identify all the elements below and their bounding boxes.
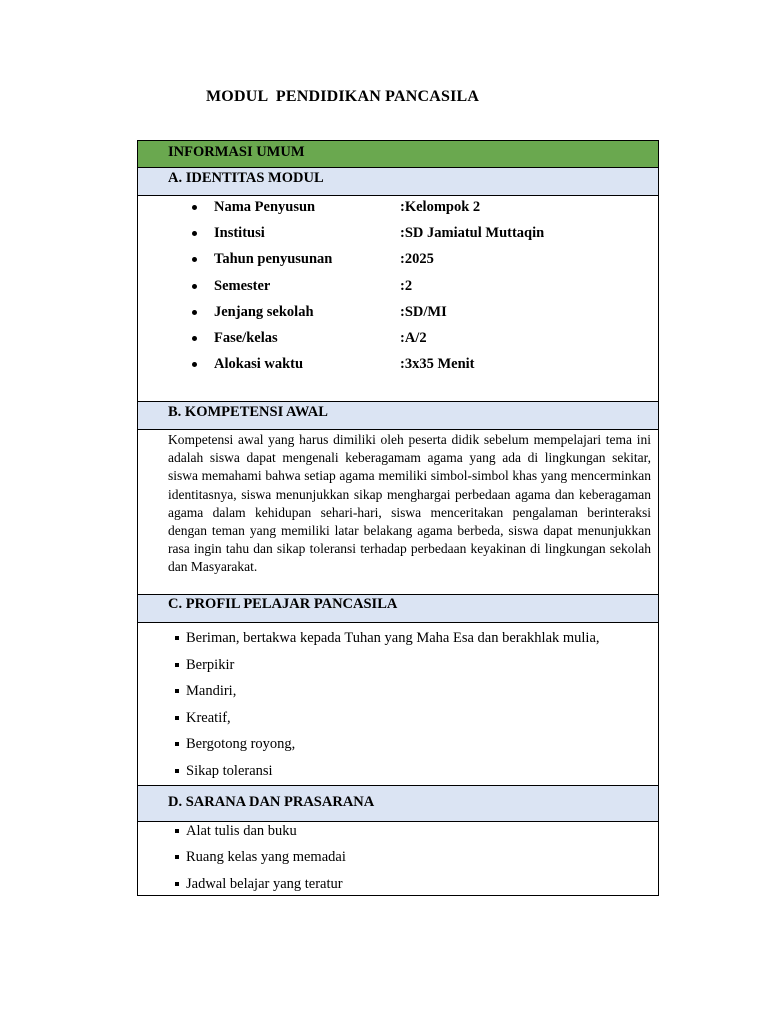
identitas-value: :2 [400, 277, 413, 294]
identitas-list-container [138, 196, 658, 402]
identitas-value: :2025 [400, 251, 434, 268]
profil-item [138, 656, 658, 683]
identitas-label: Jenjang sekolah [214, 303, 314, 320]
sarana-item-text: Ruang kelas yang memadai [186, 849, 346, 866]
identitas-item [138, 250, 658, 276]
section-header-profil: C. PROFIL PELAJAR PANCASILA [138, 595, 658, 623]
square-bullet-icon [175, 636, 179, 640]
identitas-item [138, 277, 658, 303]
bullet-dot-icon [192, 336, 197, 341]
sarana-list-container [138, 822, 658, 895]
identitas-item [138, 303, 658, 329]
identitas-item [138, 329, 658, 355]
profil-item [138, 762, 658, 789]
profil-item [138, 709, 658, 736]
bullet-dot-icon [192, 257, 197, 262]
identitas-value: :SD Jamiatul Muttaqin [400, 225, 545, 242]
square-bullet-icon [175, 742, 179, 746]
bullet-dot-icon [192, 205, 197, 210]
profil-item-text: Sikap toleransi [186, 762, 273, 779]
kompetensi-paragraph: Kompetensi awal yang harus dimiliki oleh peserta didik sebelum mempelajari tema ini adalah siswa dapat mengenali keberagamam agama yang ada di lingkungan sekitar, siswa memahami bahwa setiap agama memiliki simbol-simbol khas yang mencerminkan identitasnya, siswa menunjukkan sikap menghargai perbedaan agama dan keberagaman agama dalam kehidupan sehari-hari, siswa menceritakan pengalaman berinteraksi dengan teman yang memiliki latar belakang agama berbeda, siswa dapat menunjukkan rasa ingin tahu dan sikap toleransi terhadap perbedaan keyakinan di lingkungan sekolah dan Masyarakat. [138, 430, 658, 595]
square-bullet-icon [175, 855, 179, 859]
bullet-dot-icon [192, 284, 197, 289]
bullet-dot-icon [192, 310, 197, 315]
identitas-label: Nama Penyusun [214, 199, 316, 215]
section-header-kompetensi: B. KOMPETENSI AWAL [138, 402, 658, 430]
identitas-value: :A/2 [400, 329, 427, 346]
identitas-value: :Kelompok 2 [400, 199, 481, 215]
identitas-item [138, 198, 658, 224]
sarana-item [138, 875, 658, 901]
profil-list-container [138, 623, 658, 786]
identitas-label: Semester [214, 277, 271, 294]
section-header-informasi-umum: INFORMASI UMUM [138, 141, 658, 168]
sarana-item-text: Alat tulis dan buku [186, 823, 297, 839]
identitas-label: Fase/kelas [214, 329, 278, 346]
sarana-item [138, 848, 658, 874]
sarana-item [138, 822, 658, 848]
profil-item-text: Berpikir [186, 656, 235, 673]
document-title: MODUL PENDIDIKAN PANCASILA [206, 88, 480, 105]
square-bullet-icon [175, 716, 179, 720]
section-header-identitas: A. IDENTITAS MODUL [138, 168, 658, 196]
sarana-item-text: Jadwal belajar yang teratur [186, 875, 343, 892]
square-bullet-icon [175, 689, 179, 693]
identitas-label: Institusi [214, 225, 265, 242]
square-bullet-icon [175, 663, 179, 667]
identitas-value: :3x35 Menit [400, 356, 475, 373]
profil-item-text: Kreatif, [186, 709, 231, 726]
identitas-item [138, 355, 658, 381]
profil-item [138, 629, 658, 656]
module-table [137, 140, 659, 896]
identitas-label: Tahun penyusunan [214, 251, 333, 268]
identitas-item [138, 224, 658, 250]
profil-item [138, 682, 658, 709]
section-header-sarana: D. SARANA DAN PRASARANA [138, 786, 658, 822]
square-bullet-icon [175, 769, 179, 773]
square-bullet-icon [175, 882, 179, 886]
profil-item [138, 735, 658, 762]
profil-item-text: Mandiri, [186, 683, 237, 699]
identitas-value: :SD/MI [400, 303, 447, 320]
profil-item-text: Beriman, bertakwa kepada Tuhan yang Maha Esa dan berakhlak mulia, [186, 630, 600, 646]
identitas-label: Alokasi waktu [214, 356, 304, 373]
square-bullet-icon [175, 829, 179, 833]
profil-item-text: Bergotong royong, [186, 736, 296, 752]
bullet-dot-icon [192, 362, 197, 367]
bullet-dot-icon [192, 231, 197, 236]
